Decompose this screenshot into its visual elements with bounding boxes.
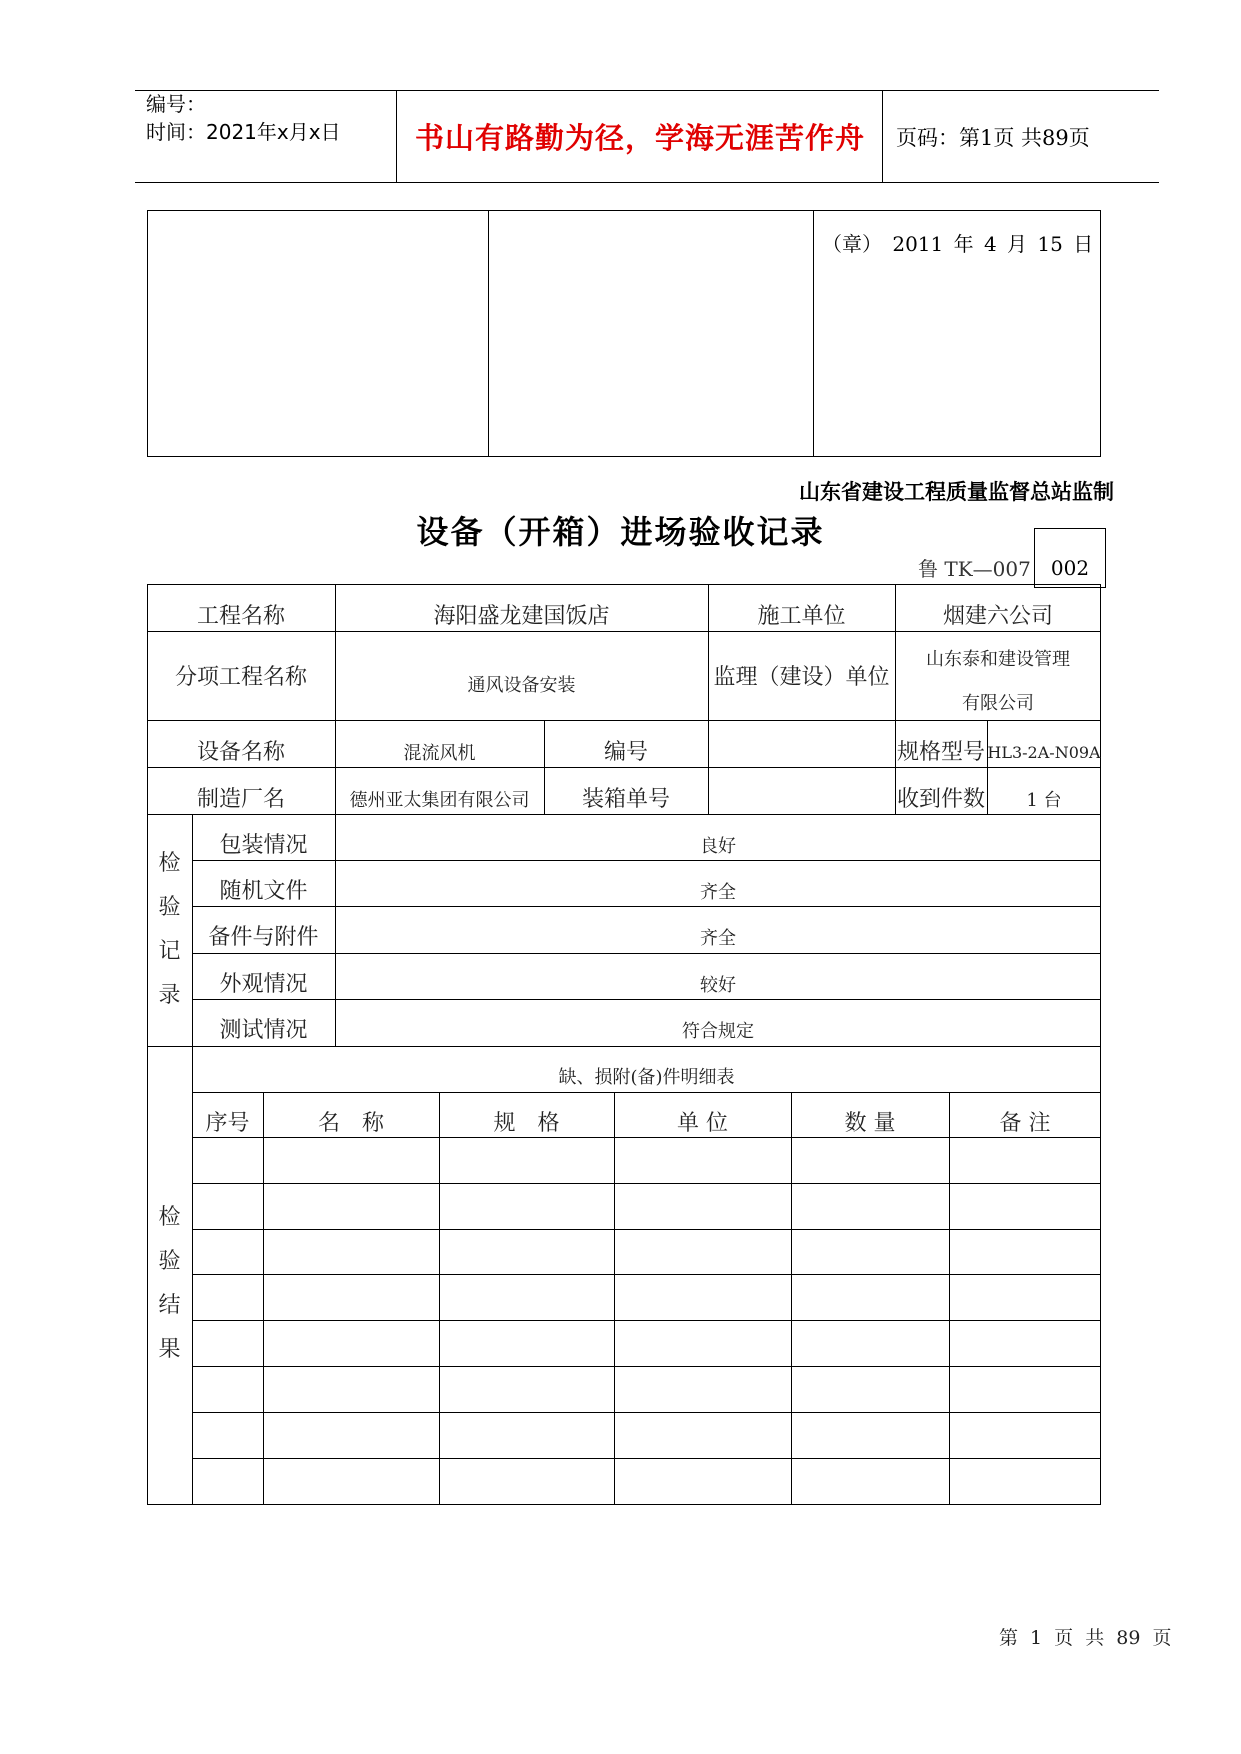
manufacturer-label: 制造厂名	[196, 786, 285, 812]
equipment-number-label: 编号	[603, 739, 648, 765]
contractor-value: 烟建六公司	[942, 603, 1053, 629]
contractor-label: 施工单位	[757, 603, 846, 629]
inspection-result-label: 检 验 结 果	[158, 1205, 181, 1362]
missing-row-rule-6	[192, 1412, 1101, 1413]
missing-col-1	[263, 1092, 264, 1505]
missing-header-remarks: 备 注	[999, 1110, 1051, 1136]
form-border-bottom	[147, 1504, 1101, 1505]
form-code: 鲁 TK—007	[918, 557, 1031, 581]
missing-row-rule-2	[192, 1229, 1101, 1230]
record-value-documents: 齐全	[700, 882, 736, 903]
supervisor-line: 山东省建设工程质量监督总站监制	[799, 480, 1114, 504]
missing-header-name: 名 称	[317, 1110, 384, 1136]
record-label-documents: 随机文件	[219, 878, 308, 904]
received-value: 1 台	[1026, 790, 1062, 811]
missing-parts-title: 缺、损附(备)件明细表	[558, 1067, 735, 1088]
equipment-value: 混流风机	[403, 743, 476, 764]
missing-header-index: 序号	[205, 1110, 250, 1136]
missing-col-2	[439, 1092, 440, 1505]
packing-no-value	[708, 767, 895, 814]
record-label-packing: 包装情况	[219, 832, 308, 858]
model-value: HL3-2A-N09A	[987, 742, 1101, 762]
header-motto: 书山有路勤为径，学海无涯苦作舟	[414, 121, 865, 155]
missing-row-rule-5	[192, 1366, 1101, 1367]
model-label: 规格型号	[896, 739, 985, 765]
number-label: 编号：	[146, 92, 206, 116]
supervision-value	[895, 631, 1101, 720]
header-meta	[146, 90, 341, 146]
form-code-number: 002	[1034, 528, 1106, 588]
missing-header-unit: 单 位	[677, 1110, 728, 1136]
header-bottom-rule	[135, 182, 1159, 183]
record-value-packing: 良好	[700, 836, 736, 857]
sub-project-label: 分项工程名称	[174, 665, 307, 690]
header-divider-right	[882, 90, 883, 182]
project-name-label: 工程名称	[196, 603, 285, 629]
record-value-spares: 齐全	[700, 928, 736, 949]
equipment-number-value	[708, 720, 895, 767]
signature-divider-1	[488, 211, 489, 456]
record-label-spares: 备件与附件	[208, 924, 319, 950]
header-divider-left	[396, 90, 397, 182]
record-label-testing: 测试情况	[219, 1017, 308, 1043]
missing-col-5	[949, 1092, 950, 1505]
equipment-label: 设备名称	[196, 739, 285, 765]
seal-date: （章） 2011 年 4 月 15 日	[822, 232, 1094, 256]
missing-row-rule-7	[192, 1458, 1101, 1459]
footer-page-info: 第 1 页 共 89 页	[999, 1627, 1172, 1649]
supervision-label: 监理（建设）单位	[713, 665, 890, 690]
time-label: 时间：2021年x月x日	[146, 120, 341, 144]
packing-no-label: 装箱单号	[581, 786, 670, 812]
header-page-info: 页码：第1页 共89页	[896, 126, 1090, 150]
record-value-testing: 符合规定	[682, 1021, 754, 1042]
missing-row-rule-1	[192, 1183, 1101, 1184]
project-name-value: 海阳盛龙建国饭店	[433, 603, 610, 629]
supervision-line2: 有限公司	[962, 692, 1034, 714]
missing-col-4	[791, 1092, 792, 1505]
record-label-appearance: 外观情况	[219, 971, 308, 997]
missing-header-quantity: 数 量	[844, 1110, 896, 1136]
signature-divider-2	[813, 211, 814, 456]
supervision-line1: 山东泰和建设管理	[926, 648, 1070, 670]
missing-row-rule-3	[192, 1274, 1101, 1275]
manufacturer-value: 德州亚太集团有限公司	[349, 790, 530, 811]
acceptance-form	[147, 584, 1101, 1505]
inspection-record-label: 检 验 记 录	[158, 851, 181, 1008]
received-label: 收到件数	[896, 786, 985, 812]
sub-project-value: 通风设备安装	[467, 674, 576, 696]
record-value-appearance: 较好	[700, 975, 736, 996]
form-title: 设备（开箱）进场验收记录	[416, 513, 825, 551]
missing-col-3	[614, 1092, 615, 1505]
missing-row-rule-4	[192, 1320, 1101, 1321]
missing-header-spec: 规 格	[493, 1110, 560, 1136]
